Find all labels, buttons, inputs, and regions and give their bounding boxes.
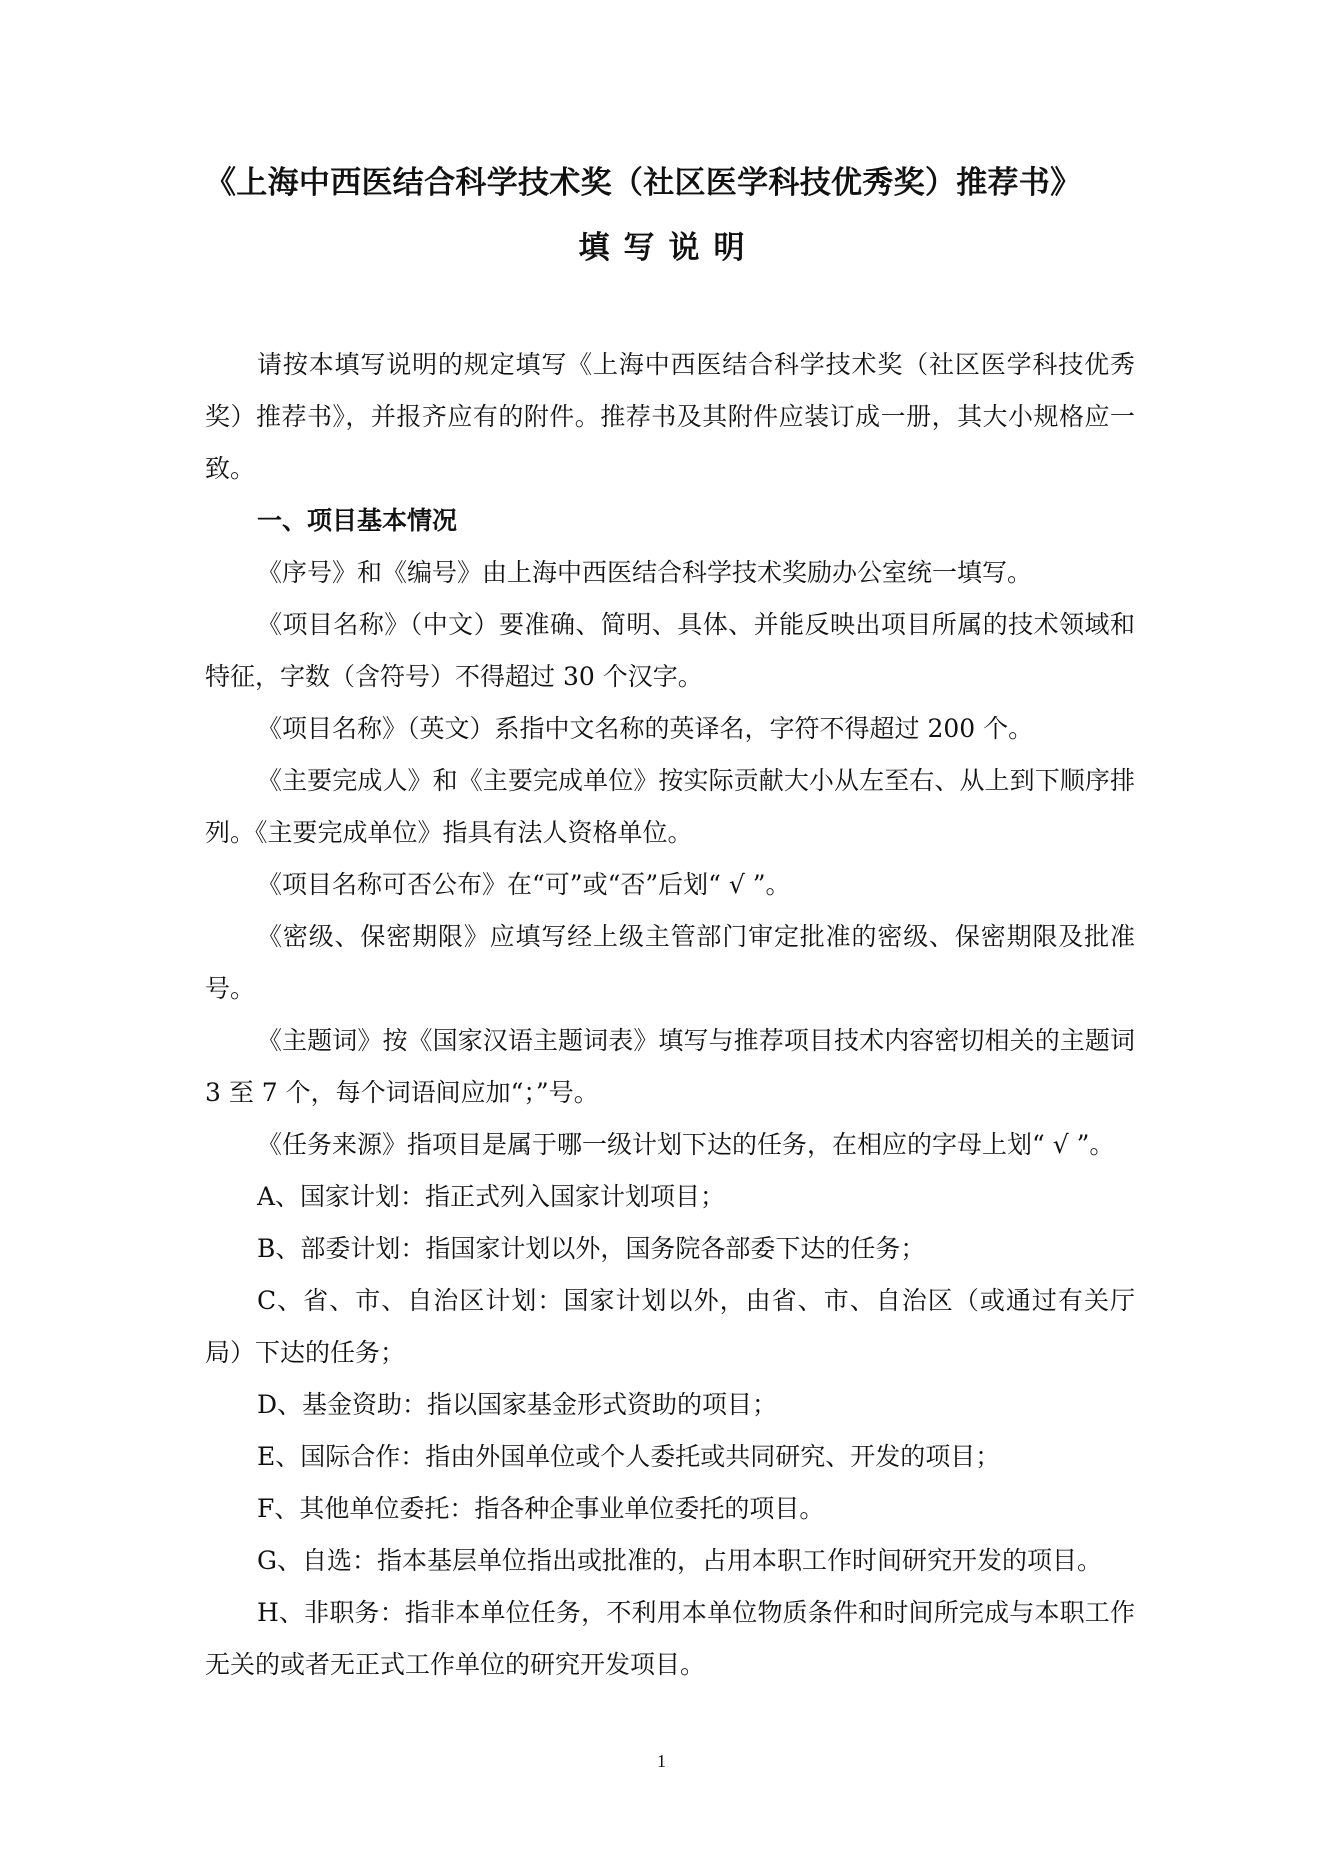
paragraph-serial-number: 《序号》和《编号》由上海中西医结合科学技术奖励办公室统一填写。 (257, 558, 1033, 587)
page-number: 1 (657, 1751, 666, 1771)
intro-paragraph: 请按本填写说明的规定填写《上海中西医结合科学技术奖（社区医学科技优秀奖）推荐书》，并报齐应有的附件。推荐书及其附件应装订成一册，其大小规格应一致。 (205, 350, 1135, 483)
document-title: 《上海中西医结合科学技术奖（社区医学科技优秀奖）推荐书》 (205, 165, 1082, 201)
paragraph-project-name-chinese: 《项目名称》（中文）要准确、简明、具体、并能反映出项目所属的技术领域和特征，字数（含符号）不得超过 30 个汉字。 (205, 610, 1135, 691)
section-heading-basic-info: 一、项目基本情况 (257, 506, 458, 535)
paragraph-publishable: 《项目名称可否公布》在“可”或“否”后划“ √ ”。 (257, 870, 791, 899)
list-item-g: G、自选：指本基层单位指出或批准的，占用本职工作时间研究开发的项目。 (257, 1546, 1102, 1575)
list-item-d: D、基金资助：指以国家基金形式资助的项目； (257, 1390, 778, 1419)
list-item-h: H、非职务：指非本单位任务，不利用本单位物质条件和时间所完成与本职工作无关的或者无正式工作单位的研究开发项目。 (205, 1598, 1135, 1679)
list-item-a: A、国家计划：指正式列入国家计划项目； (257, 1182, 726, 1211)
paragraph-project-name-english: 《项目名称》（英文）系指中文名称的英译名，字符不得超过 200 个。 (257, 714, 1034, 743)
paragraph-task-source: 《任务来源》指项目是属于哪一级计划下达的任务，在相应的字母上划“ √ ”。 (257, 1130, 1115, 1159)
list-item-b: B、部委计划：指国家计划以外，国务院各部委下达的任务； (257, 1234, 926, 1263)
document-body (205, 339, 1135, 1691)
list-item-f: F、其他单位委托：指各种企事业单位委托的项目。 (257, 1494, 825, 1523)
list-item-e: E、国际合作：指由外国单位或个人委托或共同研究、开发的项目； (257, 1442, 1001, 1471)
list-item-c: C、省、市、自治区计划：国家计划以外，由省、市、自治区（或通过有关厅局）下达的任务； (205, 1286, 1135, 1367)
document-subtitle: 填写说明 (578, 230, 759, 266)
paragraph-keywords: 《主题词》按《国家汉语主题词表》填写与推荐项目技术内容密切相关的主题词 3 至 7 个，每个词语间应加“；”号。 (205, 1026, 1135, 1107)
paragraph-secrecy-level: 《密级、保密期限》应填写经上级主管部门审定批准的密级、保密期限及批准号。 (205, 922, 1135, 1003)
paragraph-main-contributors: 《主要完成人》和《主要完成单位》按实际贡献大小从左至右、从上到下顺序排列。《主要完成单位》指具有法人资格单位。 (205, 766, 1135, 847)
